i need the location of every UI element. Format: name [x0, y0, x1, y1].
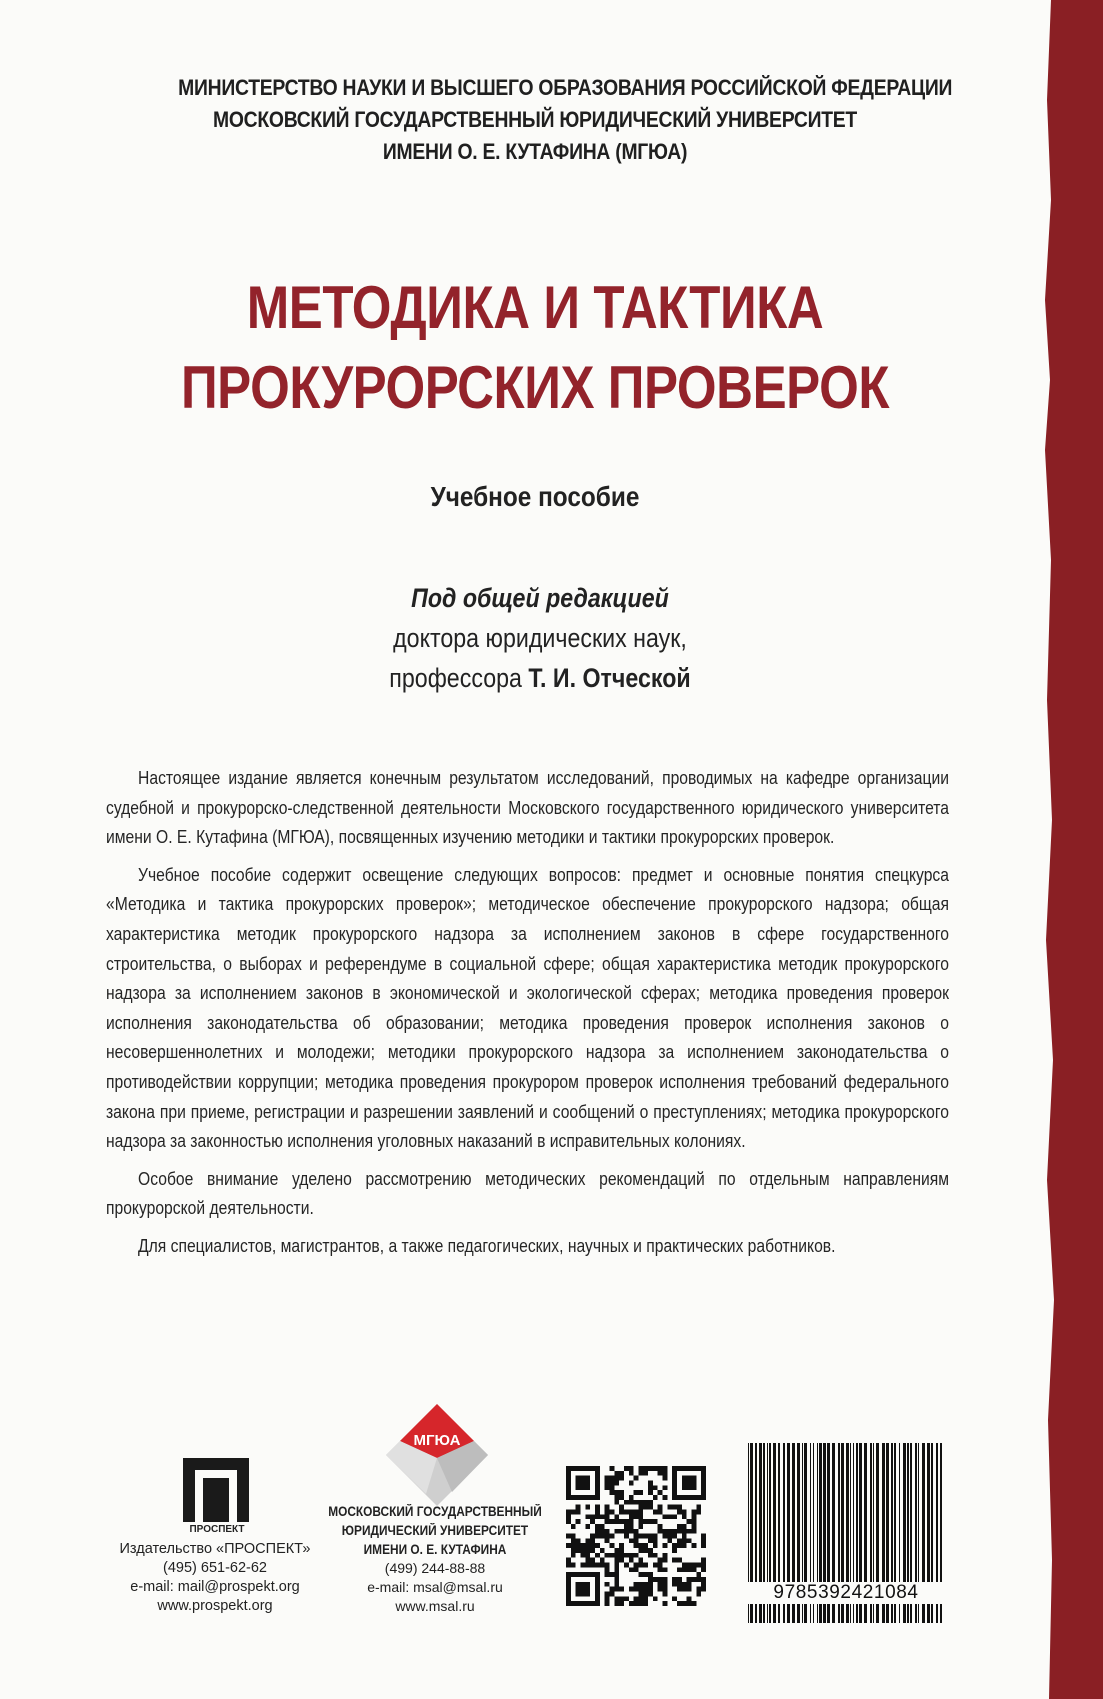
- university-line: МОСКОВСКИЙ ГОСУДАРСТВЕННЫЙ ЮРИДИЧЕСКИЙ УНИВЕРСИТЕТ: [212, 107, 858, 132]
- title-line-1: МЕТОДИКА И ТАКТИКА: [246, 274, 824, 341]
- msal-site: www.msal.ru: [395, 1598, 475, 1614]
- ministry-line: МИНИСТЕРСТВО НАУКИ И ВЫСШЕГО ОБРАЗОВАНИЯ РОССИЙСКОЙ ФЕДЕРАЦИИ: [178, 75, 953, 100]
- publisher-prospekt-info: [96, 1540, 334, 1616]
- prospekt-logo-caption: ПРОСПЕКТ: [189, 1524, 245, 1535]
- msal-email: e-mail: msal@msal.ru: [367, 1579, 503, 1595]
- msal-phone: (499) 244-88-88: [384, 1560, 486, 1576]
- book-subtitle: Учебное пособие: [430, 481, 640, 512]
- book-spine: [1021, 0, 1103, 1699]
- publisher-name: Издательство «ПРОСПЕКТ»: [119, 1541, 311, 1557]
- ministry-header: [178, 72, 953, 168]
- editor-name: Т. И. Отческой: [528, 663, 691, 693]
- annotation-paragraph: Настоящее издание является конечным результатом исследований, проводимых на кафедре организации судебной и прокурорско-следственной деятельности Московского государственного юридического университета имени О. Е. Кутафина (МГЮА), посвященных изучению методики и тактики прокурорских проверок.: [106, 767, 949, 848]
- editor-line: [299, 658, 781, 698]
- publisher-phone: (495) 651-62-62: [163, 1560, 267, 1576]
- editor-block: [299, 578, 781, 698]
- book-title: [165, 268, 905, 428]
- annotation-paragraph: Для специалистов, магистрантов, а также педагогических, научных и практических работников.: [138, 1234, 836, 1256]
- publisher-email: e-mail: mail@prospekt.org: [130, 1579, 300, 1595]
- isbn-barcode-number: 9785392421084: [746, 1582, 946, 1604]
- msal-logo-icon: [382, 1400, 492, 1510]
- msal-name-line-3: ИМЕНИ О. Е. КУТАФИНА: [363, 1542, 507, 1557]
- university-name-line: ИМЕНИ О. Е. КУТАФИНА (МГЮА): [382, 139, 688, 164]
- publisher-site: www.prospekt.org: [157, 1598, 273, 1614]
- editor-title: профессора: [389, 663, 522, 693]
- prospekt-logo-icon: [183, 1458, 249, 1522]
- qr-code-icon: [566, 1466, 706, 1606]
- editor-degree: доктора юридических наук,: [393, 623, 687, 653]
- title-line-2: ПРОКУРОРСКИХ ПРОВЕРОК: [180, 354, 890, 421]
- msal-logo-text: МГЮА: [413, 1432, 461, 1449]
- annotation-paragraph: Особое внимание уделено рассмотрению методических рекомендаций по отдельным направлениям прокурорской деятельности.: [106, 1167, 949, 1219]
- msal-name-line-2: ЮРИДИЧЕСКИЙ УНИВЕРСИТЕТ: [341, 1523, 529, 1538]
- annotation-paragraph: Учебное пособие содержит освещение следующих вопросов: предмет и основные понятия спецкурса «Методика и тактика прокурорских проверок»; методическое обеспечение прокурорского надзора; общая характеристика методик прокурорского надзора за исполнением законов в сфере государственного строительства, о выборах и референдуме в социальной сфере; общая характеристика методик прокурорского надзора за исполнением законов в экономической и экологической сферах; методика проведения проверок исполнения законодательства об образовании; методика проведения проверок исполнения законов о несовершеннолетних и молодежи; методики прокурорского надзора за исполнением законодательства о противодействии коррупции; методика проведения прокурором проверок исполнения требований федерального закона при приеме, регистрации и разрешении заявлений и сообщений о преступлениях; методика прокурорского надзора за законностью исполнения уголовных наказаний в исправительных колониях.: [106, 863, 949, 1152]
- msal-name-line-1: МОСКОВСКИЙ ГОСУДАРСТВЕННЫЙ: [328, 1504, 542, 1519]
- publisher-msal-info: [300, 1502, 570, 1616]
- annotation-text: [106, 763, 949, 1269]
- editor-intro: Под общей редакцией: [411, 583, 669, 613]
